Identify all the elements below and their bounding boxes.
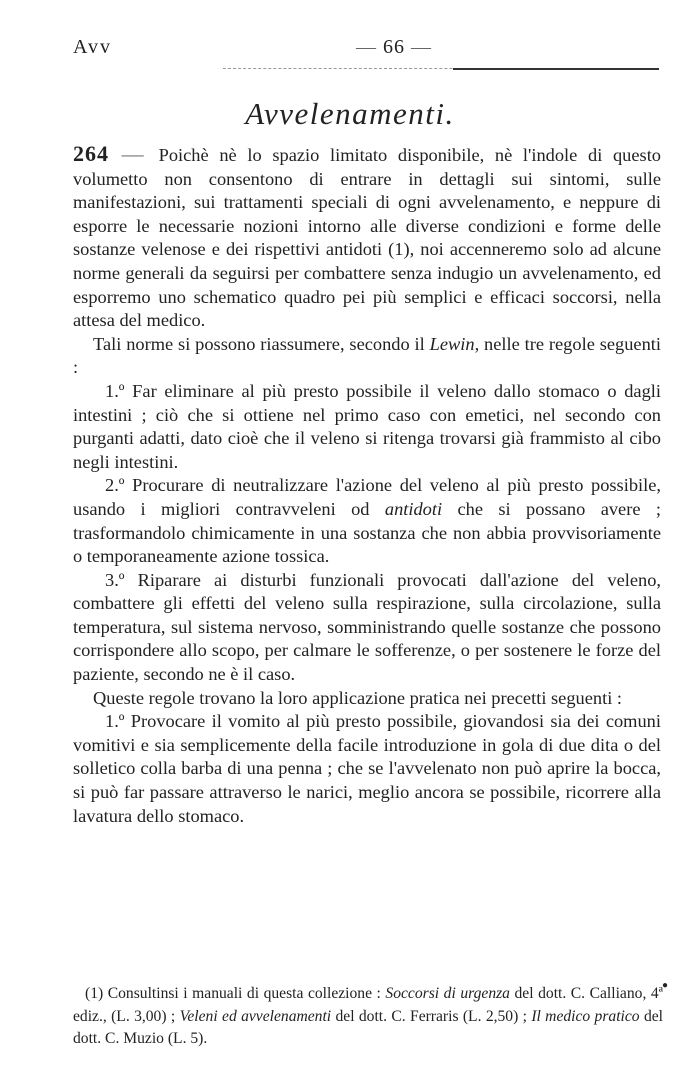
application-intro: Queste regole trovano la loro applicazione pratica nei precetti seguenti : bbox=[93, 687, 623, 708]
footnote-part: (1) Consultinsi i manuali di questa collezione : bbox=[85, 985, 386, 1002]
page-number: — 66 — bbox=[356, 36, 432, 59]
antidoti-term: antidoti bbox=[384, 498, 443, 519]
rule-1: 1.º Far eliminare al più presto possibile il veleno dallo stomaco o dagli intestini ; ciò che si ottiene nel primo caso con emetici, nel secondo con purganti adatti, dato cioè che il veleno si ritenga trovarsi già frammisto al cibo negli intestini. bbox=[73, 380, 661, 472]
margin-dot: ● bbox=[662, 980, 669, 991]
footnote-part: del dott. C. Ferraris (L. 2,50) ; bbox=[331, 1007, 532, 1025]
precept-1: 1.º Provocare il vomito al più presto possibile, giovandosi sia dei comuni vomitivi e sia semplicemente della facile introduzione in gola di due dita o del solletico colla barba di una penna ; che se l'avvelenato non può aprire la bocca, si può far passare attraverso le narici, meglio ancora se possibile, ricorrere alla lavatura dello stomaco. bbox=[73, 711, 661, 826]
chapter-title: Avvelenamenti. bbox=[245, 96, 455, 131]
header-rule-solid bbox=[453, 68, 659, 70]
author-name: Lewin, bbox=[429, 333, 480, 354]
footnote-title-3: Il medico pratico bbox=[531, 1007, 640, 1025]
page-header bbox=[73, 30, 660, 64]
rules-intro-text: Tali norme si possono riassumere, secondo il bbox=[93, 333, 430, 354]
paragraph-number: 264 — bbox=[73, 141, 145, 166]
rules-intro-text-end: nelle tre regole seguenti : bbox=[73, 333, 661, 378]
footnote-text bbox=[73, 983, 663, 1051]
rule-2 bbox=[73, 474, 661, 568]
rules-intro bbox=[73, 333, 661, 380]
footnote-part: del dott. C. Muzio (L. 5). bbox=[73, 1007, 664, 1047]
rule-3: 3.º Riparare ai disturbi funzionali provocati dall'azione del veleno, combattere gli effetti del veleno sulla respirazione, sulla circolazione, sulla temperatura, sul sistema nervoso, somministrando quelle sostanze che possono corrispondere allo scopo, per calmare le sofferenze, o per sostenere le forze del paziente, secondo ne è il caso. bbox=[73, 569, 661, 685]
footnote bbox=[73, 983, 663, 1051]
footnote-title-1: Soccorsi di urgenza bbox=[385, 985, 510, 1002]
footnote-part: del dott. C. Calliano, 4ª ediz., (L. 3,00) ; bbox=[73, 985, 663, 1025]
intro-text: Poichè nè lo spazio limitato disponibile, nè l'indole di questo volumetto non consentono di entrare in dettagli sui sintomi, sulle manifestazioni, sui trattamenti speciali di ogni avvelenamento, e neppure di esporre le necessarie nozioni intorno alle diverse condizioni e forme delle sostanze velenose e dei rispettivi antidoti (1), noi accenneremo solo ad alcune norme generali da seguirsi per combattere senza indugio un avvelenamento, ed esporremo uno schematico quadro pei più semplici e efficaci soccorsi, nella attesa del medico. bbox=[73, 145, 661, 331]
running-head: Avv bbox=[73, 36, 112, 58]
rule-2-text: 2.º Procurare di neutralizzare l'azione del veleno al più presto possibile, usando i migliori contravveleni od bbox=[73, 475, 661, 519]
body-text bbox=[73, 142, 661, 828]
rule-2-text-end: che si possano avere ; trasformandolo chimicamente in una sostanza che non abbia provvisoriamente o temporaneamente azione tossica. bbox=[73, 498, 661, 567]
footnote-title-2: Veleni ed avvelenamenti bbox=[179, 1007, 332, 1025]
paragraph-264 bbox=[73, 142, 661, 333]
